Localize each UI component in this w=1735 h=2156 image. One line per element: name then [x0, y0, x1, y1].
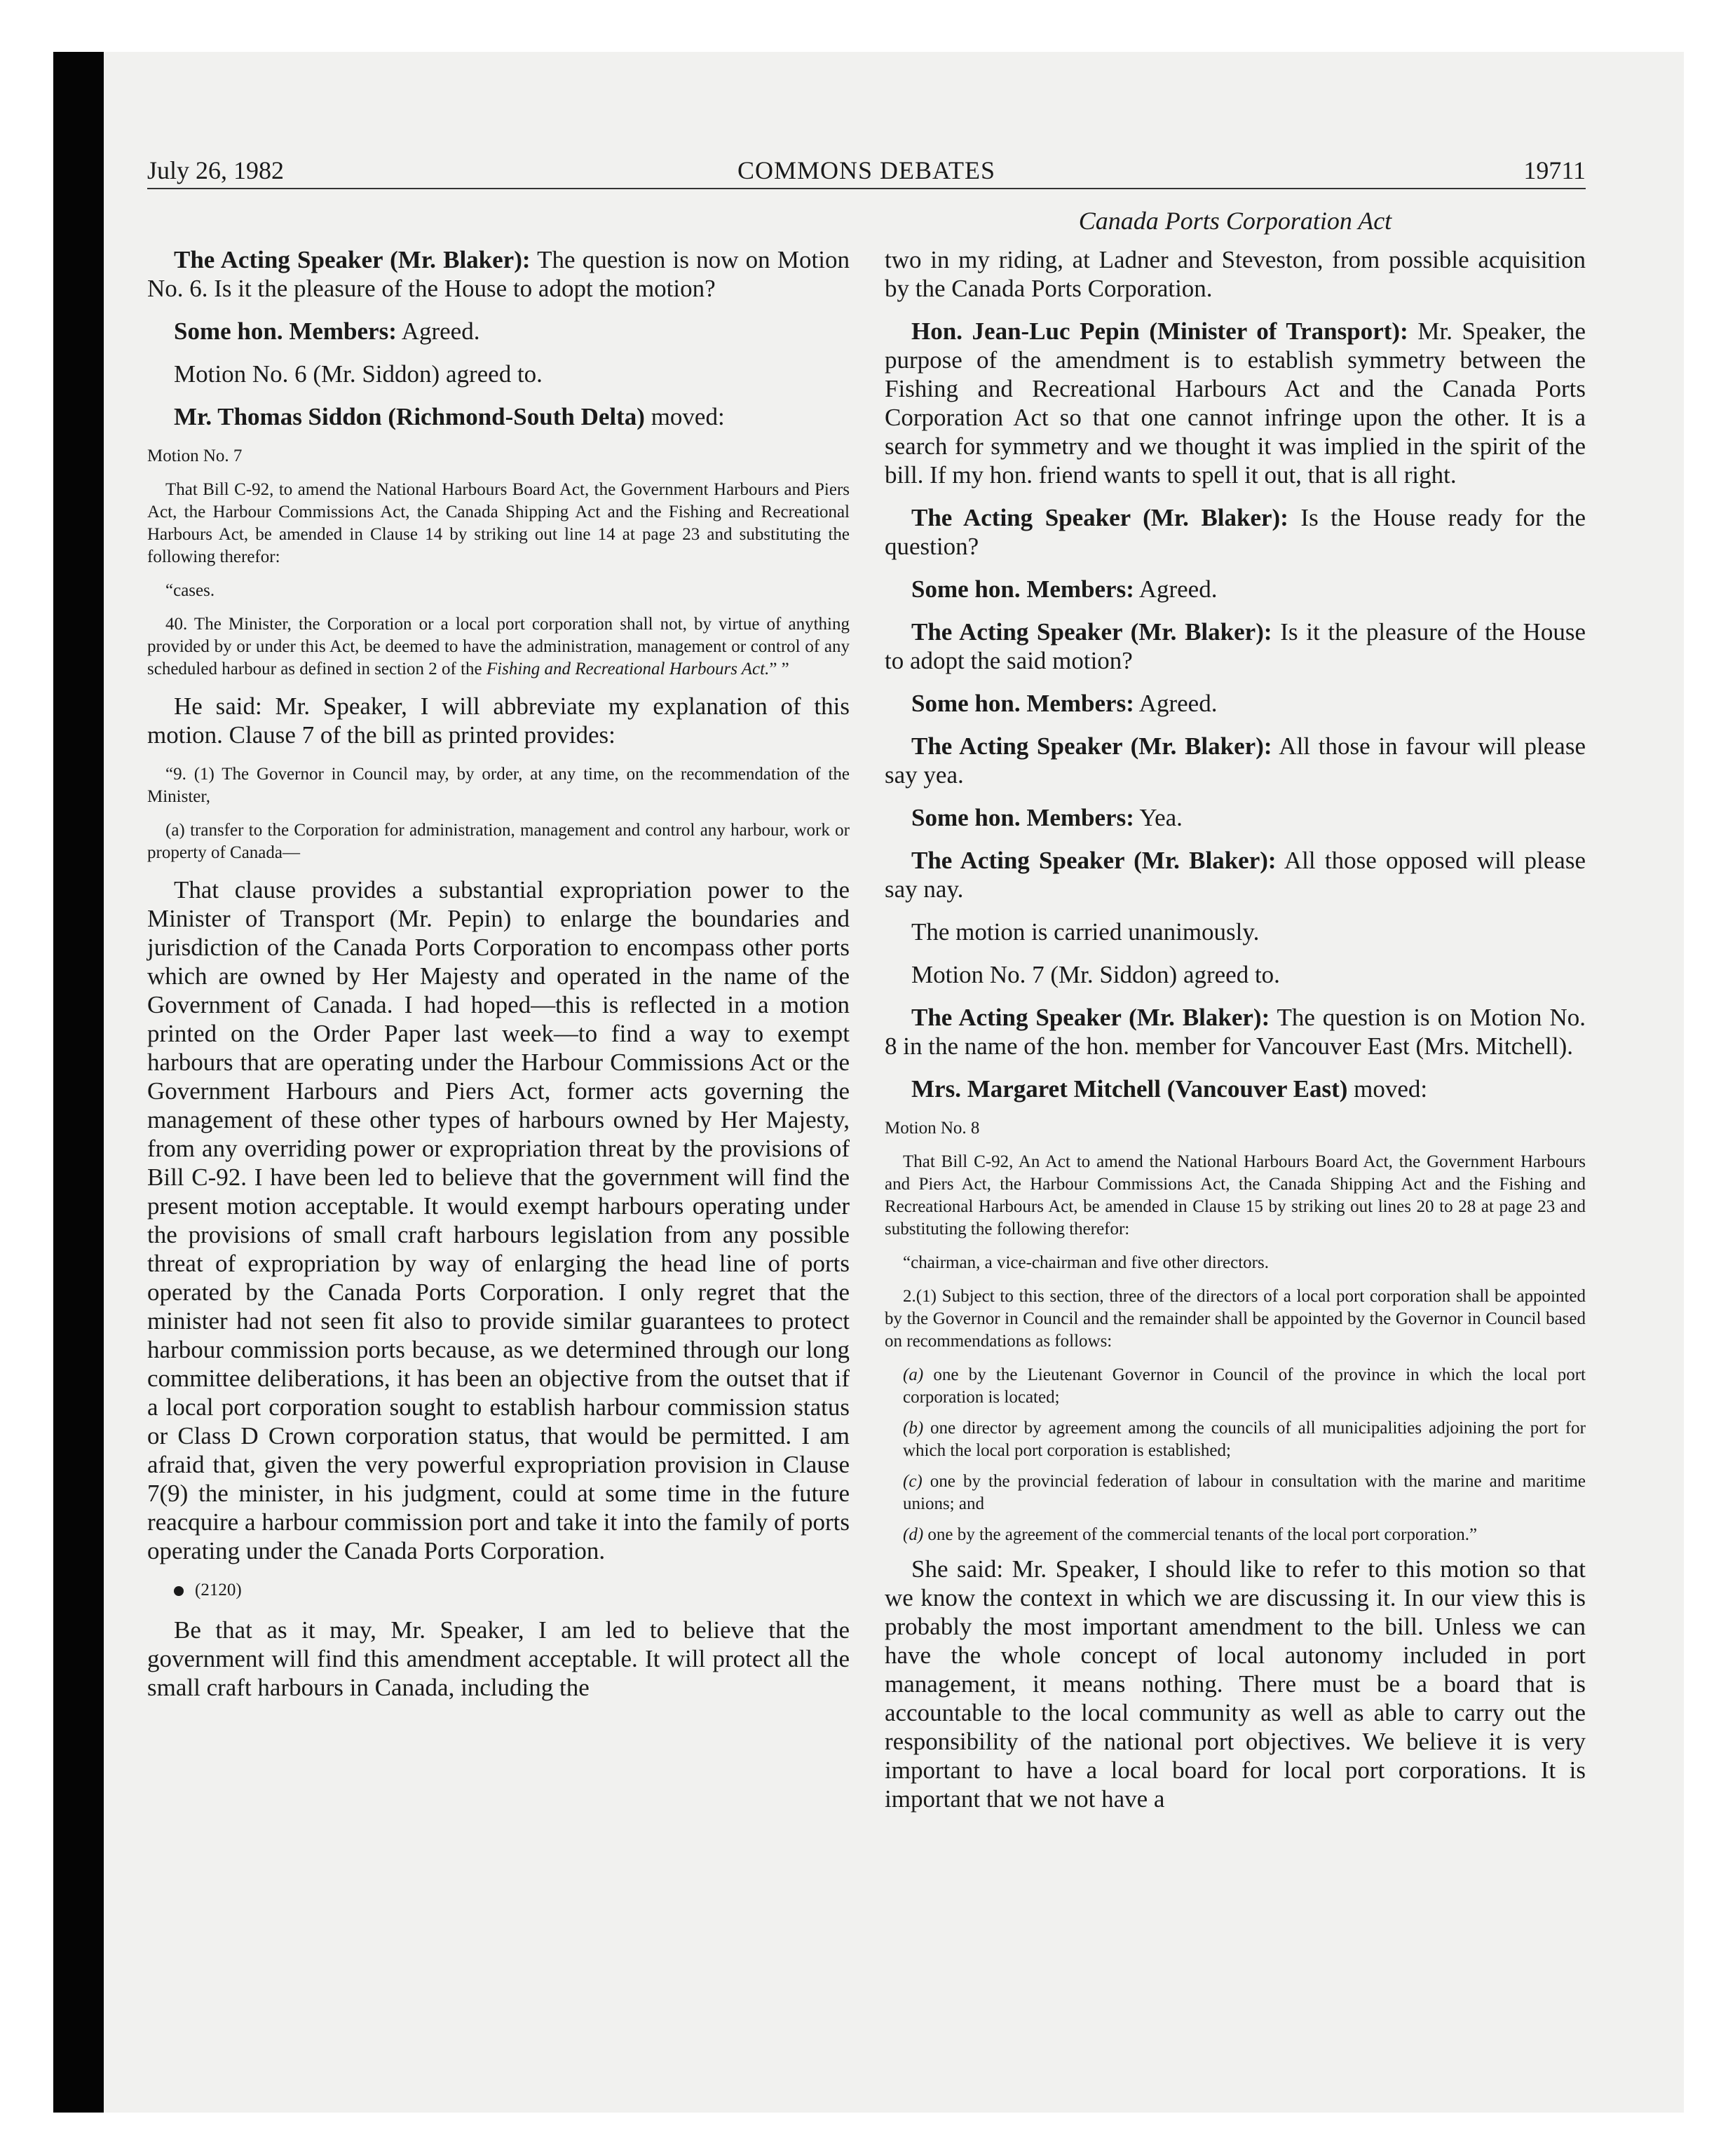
running-title: Canada Ports Corporation Act	[1078, 207, 1392, 235]
speaker-name: The Acting Speaker (Mr. Blaker):	[911, 732, 1272, 760]
paragraph: The motion is carried unanimously.	[911, 918, 1260, 946]
speaker-name: The Acting Speaker (Mr. Blaker):	[174, 246, 531, 273]
paragraph	[147, 245, 850, 303]
motion-label: Motion No. 7	[147, 446, 243, 465]
speaker-name: Some hon. Members:	[911, 804, 1134, 831]
act-title: Fishing and Recreational Harbours Act.	[486, 660, 770, 678]
paragraph	[885, 846, 1586, 903]
paragraph: She said: Mr. Speaker, I should like to refer to this motion so that we know the context in which we are discussing it. In our view this is probably the most important amendment to the bill. Unless we can have the whole concept of local autonomy included in port management, it means nothing. There must be a board that is accountable to the local community as well as able to carry out the responsibility of the national port objectives. We believe it is very important to have a local board for local port corporations. It is important that we not have a	[885, 1555, 1586, 1813]
paragraph: He said: Mr. Speaker, I will abbreviate my explanation of this motion. Clause 7 of the bill as printed provides:	[147, 692, 850, 749]
speech-text: moved:	[1347, 1075, 1428, 1103]
list-item	[885, 1524, 1586, 1546]
paragraph: Motion No. 7 (Mr. Siddon) agreed to.	[911, 961, 1280, 988]
speaker-name: Some hon. Members:	[174, 318, 397, 345]
speaker-name: The Acting Speaker (Mr. Blaker):	[911, 504, 1288, 531]
item-text: one director by agreement among the councils of all municipalities adjoining the port for which the local port corporation is established;	[903, 1419, 1586, 1460]
motion-quote	[147, 613, 850, 681]
speech-text: Agreed.	[1134, 575, 1218, 603]
speaker-name: Mrs. Margaret Mitchell (Vancouver East)	[911, 1075, 1348, 1103]
item-label: (b)	[903, 1419, 924, 1438]
paragraph	[885, 618, 1586, 675]
speaker-name: The Acting Speaker (Mr. Blaker):	[911, 618, 1272, 646]
item-label: (a)	[903, 1365, 924, 1384]
speaker-name: Mr. Thomas Siddon (Richmond-South Delta)	[174, 403, 645, 430]
motion-quote: “cases.	[165, 581, 215, 600]
motion-text: That Bill C-92, An Act to amend the National Harbours Board Act, the Government Harbours and Piers Act, the Harbour Commissions Act, the Canada Shipping Act and the Fishing and Recreational Harbours Act, be amended in Clause 15 by striking out lines 20 to 28 at page 23 and substituting the following therefor:	[885, 1152, 1586, 1239]
speech-text: All those in favour will please say yea.	[885, 732, 1586, 789]
paragraph	[885, 1074, 1586, 1103]
list-item	[885, 1417, 1586, 1462]
motion-text: That Bill C-92, to amend the National Harbours Board Act, the Government Harbours and Piers Act, the Harbour Commissions Act, the Canada Shipping Act and the Fishing and Recreational Harbours Act, be amended in Clause 14 by striking out line 14 at page 23 and substituting the following therefor:	[147, 480, 850, 566]
paragraph: two in my riding, at Ladner and Steveston, from possible acquisition by the Canada Ports Corporation.	[885, 246, 1586, 302]
speech-text: The question is now on Motion No. 6. Is it the pleasure of the House to adopt the motion?	[147, 246, 850, 302]
speech-text: The question is on Motion No. 8 in the name of the hon. member for Vancouver East (Mrs. Mitchell).	[885, 1004, 1586, 1060]
paragraph	[147, 317, 850, 346]
item-label: (c)	[903, 1472, 923, 1491]
motion-quote: “chairman, a vice-chairman and five other directors.	[903, 1253, 1269, 1272]
binding-edge	[53, 52, 104, 2113]
quote-close: ” ”	[769, 660, 789, 678]
speaker-name: Some hon. Members:	[911, 575, 1134, 603]
list-item	[885, 1364, 1586, 1409]
motion-label: Motion No. 8	[885, 1119, 980, 1138]
speaker-name: Hon. Jean-Luc Pepin (Minister of Transport):	[911, 318, 1408, 345]
speech-text: All those opposed will please say nay.	[885, 847, 1586, 903]
header-date: July 26, 1982	[147, 156, 285, 184]
left-column	[147, 245, 850, 1716]
list-item	[885, 1471, 1586, 1515]
speech-text: Agreed.	[1134, 690, 1218, 717]
paragraph	[147, 402, 850, 431]
item-text: one by the agreement of the commercial tenants of the local port corporation.”	[923, 1525, 1478, 1544]
speech-text: Is the House ready for the question?	[885, 504, 1586, 560]
speaker-name: The Acting Speaker (Mr. Blaker):	[911, 847, 1277, 874]
clause-quote: “9. (1) The Governor in Council may, by order, at any time, on the recommendation of the Minister,	[147, 765, 850, 806]
speech-text: Is it the pleasure of the House to adopt the said motion?	[885, 618, 1586, 674]
item-label: (d)	[903, 1525, 924, 1544]
quote-text: 40. The Minister, the Corporation or a local port corporation shall not, by virtue of anything provided by or under this Act, be deemed to have the administration, management or control of any scheduled harbour as defined in section 2 of the	[147, 615, 850, 678]
page-number: 19711	[1523, 156, 1586, 184]
paragraph	[885, 689, 1586, 718]
paragraph: Be that as it may, Mr. Speaker, I am led to believe that the government will find this amendment acceptable. It will protect all the small craft harbours in Canada, including the	[147, 1616, 850, 1701]
paragraph	[885, 1003, 1586, 1060]
right-column	[885, 245, 1586, 1827]
paragraph: Motion No. 6 (Mr. Siddon) agreed to.	[174, 360, 543, 388]
paragraph	[885, 317, 1586, 489]
bullet-icon	[174, 1586, 184, 1596]
speaker-name: Some hon. Members:	[911, 690, 1134, 717]
speech-text: moved:	[644, 403, 725, 430]
speaker-name: The Acting Speaker (Mr. Blaker):	[911, 1004, 1270, 1031]
speech-text: Yea.	[1134, 804, 1183, 831]
item-text: one by the Lieutenant Governor in Council of the province in which the local port corporation is located;	[903, 1365, 1586, 1407]
header-title: COMMONS DEBATES	[737, 156, 996, 184]
paragraph: That clause provides a substantial expropriation power to the Minister of Transport (Mr. Pepin) to enlarge the boundaries and jurisdiction of the Canada Ports Corporation to encompass other ports which are owned by Her Majesty and operated in the name of the Government of Canada. I had hoped—this is reflected in a motion printed on the Order Paper last week—to find a way to exempt harbours that are operating under the Harbour Commissions Act or the Government Harbours and Piers Act, former acts governing the management of these other types of harbours owned by Her Majesty, from any overriding power or expropriation threat by the provisions of Bill C-92. I have been led to believe that the government will find the present motion acceptable. It would exempt harbours operating under the provisions of small craft harbours legislation from any possible threat of expropriation by way of enlarging the head line of ports operated by the Canada Ports Corporation. I only regret that the minister had not seen fit also to provide similar guarantees to protect harbour commission ports because, as we determined through our long committee deliberations, it has been an objective from the outset that if a local port corporation sought to establish harbour commission status or Class D Crown corporation status, that would be permitted. I am afraid that, given the very powerful expropriation provision in Clause 7(9) the minister, in his judgment, could at some time in the future reacquire a harbour commission port and take it into the family of ports operating under the Canada Ports Corporation.	[147, 876, 850, 1564]
time-marker	[147, 1579, 850, 1602]
paragraph	[885, 503, 1586, 561]
time-marker-text: (2120)	[195, 1581, 242, 1599]
page-header	[147, 153, 1586, 189]
paragraph	[885, 803, 1586, 832]
item-text: one by the provincial federation of labour in consultation with the marine and maritime unions; and	[903, 1472, 1586, 1513]
paragraph	[885, 575, 1586, 603]
speech-text: Agreed.	[396, 318, 480, 345]
clause-item: (a) transfer to the Corporation for administration, management and control any harbour, work or property of Canada—	[147, 821, 850, 862]
motion-quote: 2.(1) Subject to this section, three of the directors of a local port corporation shall be appointed by the Governor in Council and the remainder shall be appointed by the Governor in Council based on recommendations as follows:	[885, 1287, 1586, 1351]
paragraph	[885, 732, 1586, 789]
speech-text: Mr. Speaker, the purpose of the amendment is to establish symmetry between the Fishing and Recreational Harbours Act and the Canada Ports Corporation Act so that one cannot infringe upon the other. It is a search for symmetry and we thought it was implied in the spirit of the bill. If my hon. friend wants to spell it out, that is all right.	[885, 318, 1586, 489]
